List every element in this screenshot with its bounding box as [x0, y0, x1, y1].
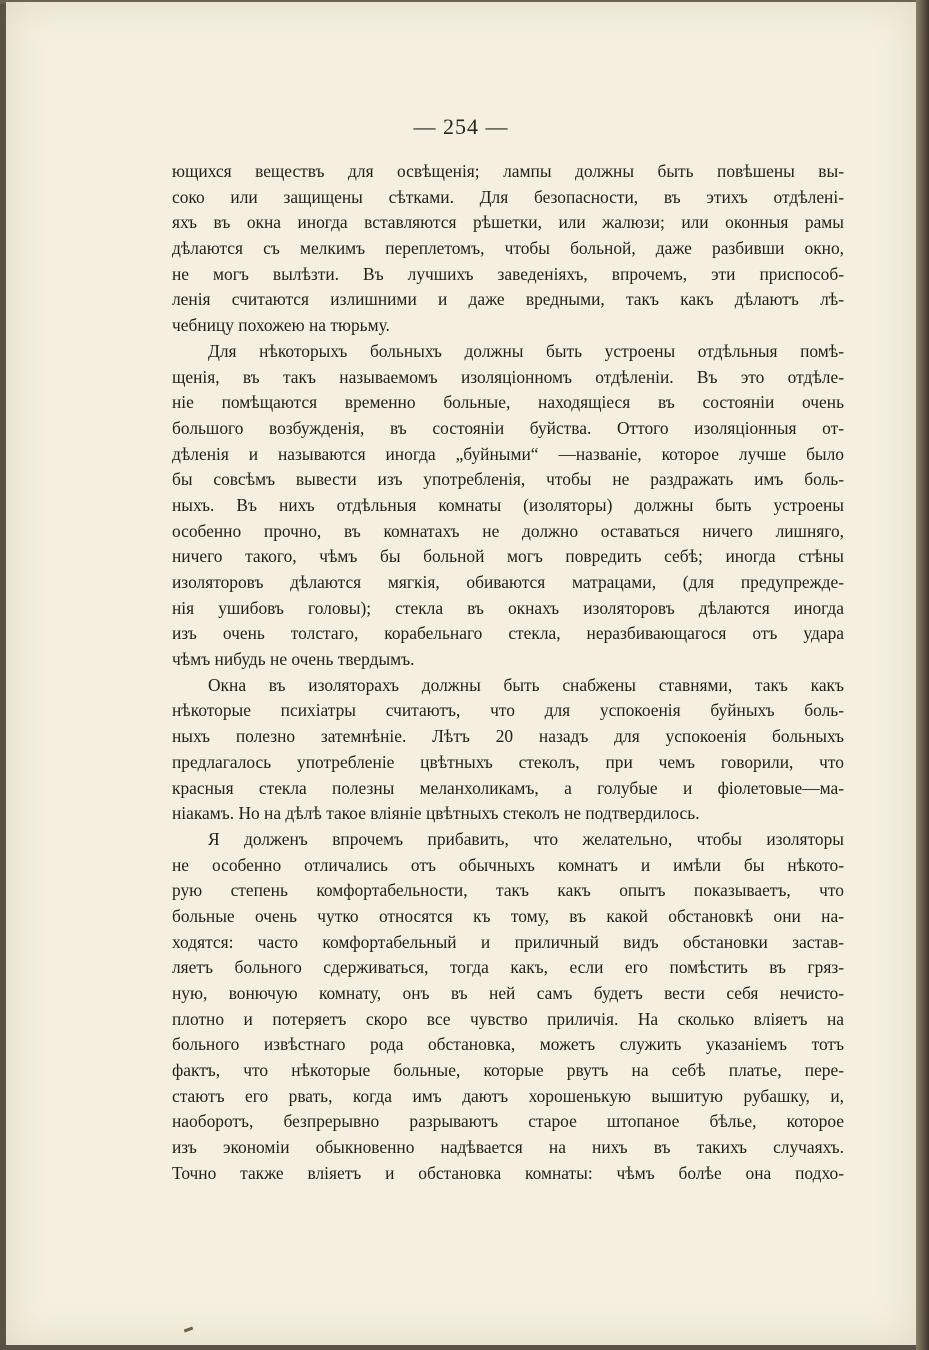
text-line: Окна въ изоляторахъ должны быть снабжены ставнями, такъ какъ — [208, 674, 844, 695]
text-line: Для нѣкоторыхъ больныхъ должны быть устроены отдѣльныя помѣ- — [208, 340, 844, 361]
text-line: ленія считаются излишними и даже вредными, такъ какъ дѣлаютъ лѣ- — [172, 289, 844, 310]
body-text — [172, 159, 844, 1187]
text-line: больные очень чутко относятся къ тому, въ какой обстановкѣ они на- — [172, 905, 844, 926]
text-line: особенно прочно, въ комнатахъ не должно оставаться ничего лишняго, — [172, 520, 844, 541]
text-line: соко или защищены сѣтками. Для безопасности, въ этихъ отдѣлені- — [172, 186, 844, 207]
text-line: ющихся веществъ для освѣщенія; лампы должны быть повѣшены вы- — [172, 161, 844, 181]
text-line: не особенно отличались отъ обычныхъ комнатъ и имѣли бы нѣкото- — [172, 854, 844, 875]
text-line: изоляторовъ дѣлаются мягкія, обиваются матрацами, (для предупрежде- — [172, 572, 844, 592]
text-line: красныя стекла полезны меланхоликамъ, а голубые и фіолетовые—ма- — [172, 777, 844, 798]
text-line: Я долженъ впрочемъ прибавить, что желательно, чтобы изоляторы — [208, 828, 844, 849]
text-line: ляетъ больного сдерживаться, тогда какъ, если его помѣстить въ гряз- — [172, 957, 844, 978]
text-line: плотно и потеряетъ скоро все чувство приличія. На сколько вліяетъ на — [172, 1008, 844, 1029]
text-line: больного извѣстнаго рода обстановка, можетъ служить указаніемъ тотъ — [172, 1034, 844, 1055]
text-line: ніакамъ. Но на дѣлѣ такое вліяніе цвѣтныхъ стеколъ не подтвердилось. — [172, 803, 700, 824]
text-line: фактъ, что нѣкоторые больные, которые рвутъ на себѣ платье, пере- — [172, 1060, 844, 1081]
text-line: предлагалось употребленіе цвѣтныхъ стеколъ, при чемъ говорили, что — [172, 751, 844, 772]
text-line: бы совсѣмъ вывести изъ употребленія, чтобы не раздражать имъ боль- — [172, 469, 844, 490]
text-line: ніе помѣщаются временно больные, находящіеся въ состояніи очень — [172, 392, 844, 413]
text-line: нія ушибовъ головы); стекла въ окнахъ изоляторовъ дѣлаются иногда — [172, 597, 844, 618]
text-line: дѣлаются съ мелкимъ переплетомъ, чтобы больной, даже разбивши окно, — [172, 238, 844, 259]
text-line: ныхъ. Въ нихъ отдѣльныя комнаты (изоляторы) должны быть устроены — [172, 494, 844, 515]
text-line: нѣкоторые психіатры считаютъ, что для успокоенія буйныхъ боль- — [172, 700, 844, 721]
text-line: не могъ вылѣзти. Въ лучшихъ заведеніяхъ, впрочемъ, эти приспособ- — [172, 263, 844, 284]
text-line: большого возбужденія, въ состояніи буйства. Оттого изоляціонныя от- — [172, 417, 844, 438]
text-line: дѣленія и называются иногда „буйными“ —названіе, которое лучше было — [172, 443, 844, 464]
ink-speck — [184, 1327, 193, 1333]
book-edge-shadow — [916, 0, 929, 1350]
text-line: яхъ въ окна иногда вставляются рѣшетки, или жалюзи; или оконныя рамы — [172, 212, 844, 233]
text-line: изъ экономіи обыкновенно надѣвается на нихъ въ такихъ случаяхъ. — [172, 1137, 844, 1158]
book-page — [6, 2, 916, 1345]
text-line: ныхъ полезно затемнѣніе. Лѣтъ 20 назадъ для успокоенія больныхъ — [172, 726, 844, 747]
text-line: рую степень комфортабельности, такъ какъ опытъ показываетъ, что — [172, 880, 844, 901]
text-line: щенія, въ такъ называемомъ изоляціонномъ отдѣленіи. Въ это отдѣле- — [172, 366, 844, 387]
page-number: — 254 — — [413, 114, 509, 139]
text-line: чѣмъ нибудь не очень твердымъ. — [172, 649, 415, 670]
text-line: стаютъ его рвать, когда имъ даютъ хорошенькую вышитую рубашку, и, — [172, 1085, 844, 1106]
text-line: ную, вонючую комнату, онъ въ ней самъ будетъ вести себя нечисто- — [172, 983, 844, 1003]
text-line: ничего такого, чѣмъ бы больной могъ повредить себѣ; иногда стѣны — [172, 546, 844, 567]
text-line: наоборотъ, безпрерывно разрываютъ старое штопаное бѣлье, которое — [172, 1111, 844, 1132]
text-line: Точно также вліяетъ и обстановка комнаты: чѣмъ болѣе она подхо- — [172, 1162, 844, 1183]
text-line: ходятся: часто комфортабельный и приличный видъ обстановки застав- — [172, 931, 844, 952]
text-line: чебницу похожею на тюрьму. — [172, 315, 390, 336]
text-line: изъ очень толстаго, корабельнаго стекла, неразбивающагося отъ удара — [172, 623, 844, 644]
